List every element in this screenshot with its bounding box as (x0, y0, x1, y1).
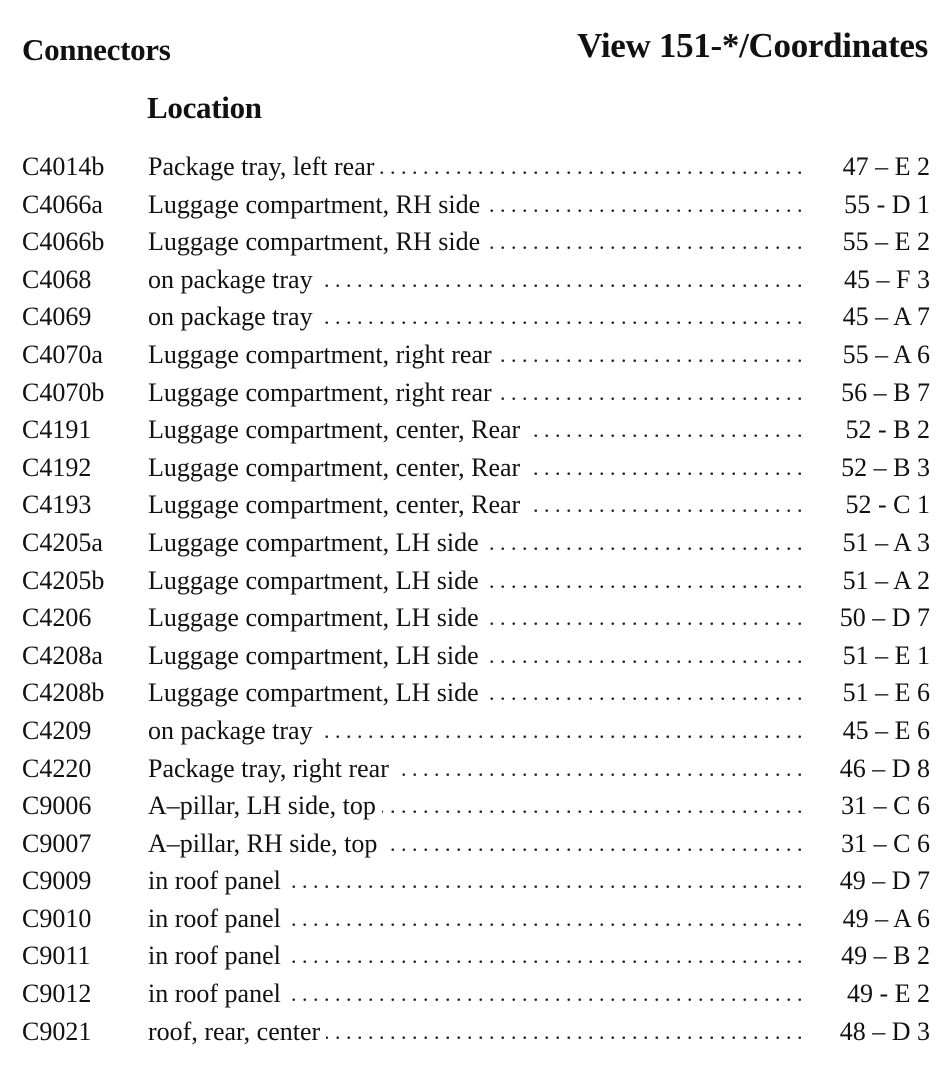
connector-row (0, 411, 950, 449)
connector-id: C4208b (22, 678, 105, 708)
connector-location (148, 562, 808, 600)
connector-row (0, 1013, 950, 1051)
connector-id: C9006 (22, 791, 92, 821)
connector-location (148, 825, 808, 863)
connector-coordinate: 55 - D 1 (844, 189, 930, 219)
connector-location (148, 1013, 808, 1051)
connector-row (0, 900, 950, 938)
connector-coordinate: 49 – A 6 (842, 903, 930, 933)
connector-row (0, 336, 950, 374)
connector-location-text: Luggage compartment, right rear (148, 340, 498, 369)
connector-coordinate: 51 – A 2 (842, 565, 930, 595)
connector-location (148, 862, 808, 900)
connector-location-text: Luggage compartment, LH side (148, 641, 485, 670)
connector-id: C9007 (22, 828, 92, 858)
connector-location-text: Luggage compartment, center, Rear (148, 490, 526, 519)
connector-row (0, 750, 950, 788)
connector-location-text: on package tray (148, 716, 319, 745)
connector-location-text: on package tray (148, 265, 319, 294)
connector-location-text: Luggage compartment, LH side (148, 603, 485, 632)
connector-coordinate: 56 – B 7 (841, 377, 930, 407)
connector-coordinate: 51 – E 6 (842, 678, 930, 708)
connector-row (0, 975, 950, 1013)
connector-location (148, 186, 808, 224)
connector-id: C4070b (22, 377, 105, 407)
connector-coordinate: 51 – A 3 (842, 527, 930, 557)
connector-location-text: Luggage compartment, LH side (148, 678, 485, 707)
connector-location-text: Luggage compartment, center, Rear (148, 453, 526, 482)
connector-location-text: A–pillar, RH side, top (148, 829, 383, 858)
connector-id: C4209 (22, 715, 92, 745)
connector-location (148, 261, 808, 299)
connector-row (0, 449, 950, 487)
connector-id: C9021 (22, 1016, 92, 1046)
connector-id: C9009 (22, 866, 92, 896)
connector-location (148, 937, 808, 975)
connector-location-text: Package tray, left rear (148, 152, 380, 181)
connector-id: C4193 (22, 490, 92, 520)
connector-coordinate: 45 – A 7 (842, 302, 930, 332)
connector-row (0, 637, 950, 675)
connector-coordinate: 52 - B 2 (845, 415, 930, 445)
connector-row (0, 599, 950, 637)
connector-location (148, 674, 808, 712)
connector-location-text: Luggage compartment, RH side (148, 190, 486, 219)
connector-coordinate: 52 – B 3 (841, 452, 930, 482)
connector-id: C4205b (22, 565, 105, 595)
connector-location (148, 374, 808, 412)
connector-location-text: in roof panel (148, 941, 287, 970)
connector-coordinate: 52 - C 1 (845, 490, 930, 520)
connector-location (148, 637, 808, 675)
connector-coordinate: 31 – C 6 (841, 791, 930, 821)
connector-location (148, 787, 808, 825)
connector-row (0, 524, 950, 562)
connector-location-text: roof, rear, center (148, 1017, 326, 1046)
connector-row (0, 862, 950, 900)
connector-id: C4192 (22, 452, 92, 482)
connector-id: C4208a (22, 640, 103, 670)
connector-id: C9011 (22, 941, 91, 971)
connector-list (0, 148, 950, 1050)
connector-location-text: A–pillar, LH side, top (148, 791, 382, 820)
connector-id: C4220 (22, 753, 92, 783)
connector-row (0, 148, 950, 186)
connector-location (148, 975, 808, 1013)
connector-location (148, 411, 808, 449)
connector-row (0, 787, 950, 825)
connector-location (148, 599, 808, 637)
connector-coordinate: 50 – D 7 (839, 603, 930, 633)
connector-coordinate: 48 – D 3 (839, 1016, 930, 1046)
connector-row (0, 712, 950, 750)
connector-coordinate: 31 – C 6 (841, 828, 930, 858)
connector-location-text: Luggage compartment, right rear (148, 378, 498, 407)
connector-id: C4066b (22, 227, 105, 257)
connector-location-text: Luggage compartment, LH side (148, 528, 485, 557)
connector-row (0, 223, 950, 261)
connector-location (148, 750, 808, 788)
connector-location (148, 449, 808, 487)
location-heading: Location (147, 90, 262, 125)
connector-row (0, 486, 950, 524)
connector-location-text: on package tray (148, 302, 319, 331)
connector-coordinate: 45 – E 6 (842, 715, 930, 745)
connector-id: C4191 (22, 415, 92, 445)
connector-location-text: Package tray, right rear (148, 754, 395, 783)
connector-location (148, 298, 808, 336)
connector-row (0, 186, 950, 224)
connector-row (0, 374, 950, 412)
connectors-heading: Connectors (22, 32, 171, 67)
connector-row (0, 674, 950, 712)
connector-location-text: in roof panel (148, 866, 287, 895)
connector-coordinate: 45 – F 3 (844, 264, 930, 294)
connector-id: C4206 (22, 603, 92, 633)
connector-coordinate: 47 – E 2 (842, 152, 930, 181)
connector-location (148, 223, 808, 261)
connector-location-text: in roof panel (148, 979, 287, 1008)
connector-coordinate: 49 – B 2 (841, 941, 930, 971)
connector-coordinate: 49 – D 7 (839, 866, 930, 896)
connector-id: C9012 (22, 979, 92, 1009)
connector-location (148, 336, 808, 374)
connector-id: C9010 (22, 903, 92, 933)
connector-row (0, 261, 950, 299)
connector-row (0, 298, 950, 336)
connector-coordinate: 49 - E 2 (846, 979, 930, 1009)
connector-location-text: Luggage compartment, center, Rear (148, 415, 526, 444)
connector-id: C4066a (22, 189, 103, 219)
connector-row (0, 562, 950, 600)
connector-id: C4070a (22, 339, 103, 369)
connector-location (148, 148, 808, 186)
view-coordinates-heading: View 151-*/Coordinates (577, 26, 928, 65)
connector-coordinate: 46 – D 8 (839, 753, 930, 783)
connector-coordinate: 55 – E 2 (842, 227, 930, 257)
connector-id: C4069 (22, 302, 92, 332)
connector-location-text: in roof panel (148, 904, 287, 933)
connector-coordinate: 55 – A 6 (842, 339, 930, 369)
connector-location (148, 900, 808, 938)
connector-location (148, 524, 808, 562)
connector-id: C4205a (22, 527, 103, 557)
connector-location (148, 712, 808, 750)
connector-row (0, 937, 950, 975)
connector-location-text: Luggage compartment, RH side (148, 227, 486, 256)
connector-id: C4068 (22, 264, 92, 294)
connector-row (0, 825, 950, 863)
connector-coordinate: 51 – E 1 (842, 640, 930, 670)
connector-location-text: Luggage compartment, LH side (148, 566, 485, 595)
connector-location (148, 486, 808, 524)
connector-id: C4014b (22, 152, 105, 181)
